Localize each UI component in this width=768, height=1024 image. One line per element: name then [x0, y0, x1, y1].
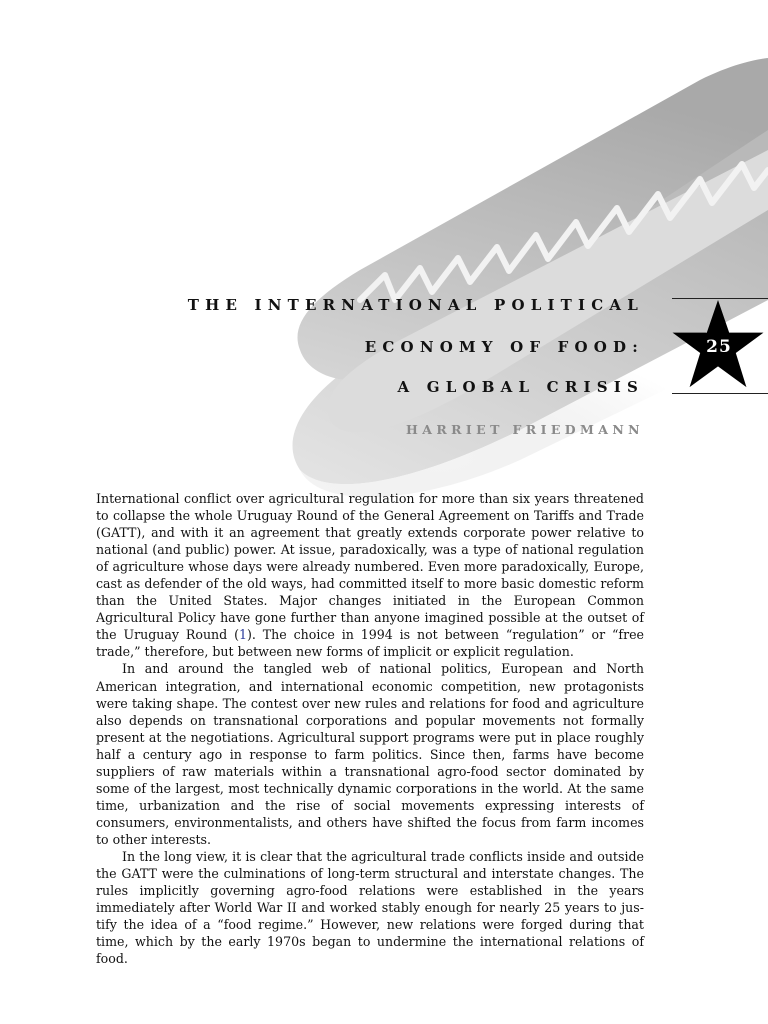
chapter-author: HARRIET FRIEDMANN: [406, 422, 644, 437]
body-paragraph-3: In the long view, it is clear that the agricultural trade conflicts inside and outside the GATT were the culminations of long-term structural and interstate changes. The rules implicitly governing agro-food relations were established in the years immediately after World War II and worked stably enough for nearly 25 years to justify the idea of a “food regime.” However, new relations were forged during that time, which by the early 1970s began to undermine the international relations of food.: [96, 848, 644, 967]
chapter-number: 25: [706, 337, 732, 357]
chapter-body-text: [96, 490, 644, 967]
body-paragraph-1: [96, 490, 644, 660]
chapter-marker-top-rule: [672, 298, 768, 299]
chapter-title-line-2: ECONOMY OF FOOD:: [364, 338, 644, 356]
chapter-title-line-3: A GLOBAL CRISIS: [397, 378, 644, 396]
chapter-marker-bottom-rule: [672, 393, 768, 394]
paragraph-text: International conflict over agricultural regulation for more than six years threatened to collapse the whole Uruguay Round of the General Agreement on Tariffs and Trade (GATT), and with it an agreement that greatly extends corporate power relative to national (and public) power. At issue, paradoxically, was a type of national regulation of agriculture whose days were already numbered. Even more paradoxically, Europe, cast as defender of the old ways, had committed itself to more basic domestic reform than the United States. Major changes initiated in the European Common Agricultural Policy have gone further than anyone imagined possible at the outset of the Uruguay Round (: [96, 491, 644, 643]
body-paragraph-2: In and around the tangled web of national politics, European and North American integration, and international economic competition, new protagonists were taking shape. The contest over new rules and relations for food and agriculture also depends on transnational corporations and popular movements not formally present at the negotiations. Agricultural support programs were put in place roughly half a century ago in response to farm politics. Since then, farms have become suppliers of raw materials within a transnational agro-food sector dominated by some of the largest, most technically dynamic corporations in the world. At the same time, urbanization and the rise of social movements expressing interests of consumers, environmentalists, and others have shifted the focus from farm incomes to other interests.: [96, 661, 644, 847]
paragraph-text: ). The choice in 1994 is not between “regulation” or “free trade,” therefore, but between new forms of implicit or explicit regulation.: [96, 627, 645, 660]
reference-link[interactable]: 1: [239, 627, 248, 643]
chapter-title-line-1: THE INTERNATIONAL POLITICAL: [187, 296, 644, 314]
